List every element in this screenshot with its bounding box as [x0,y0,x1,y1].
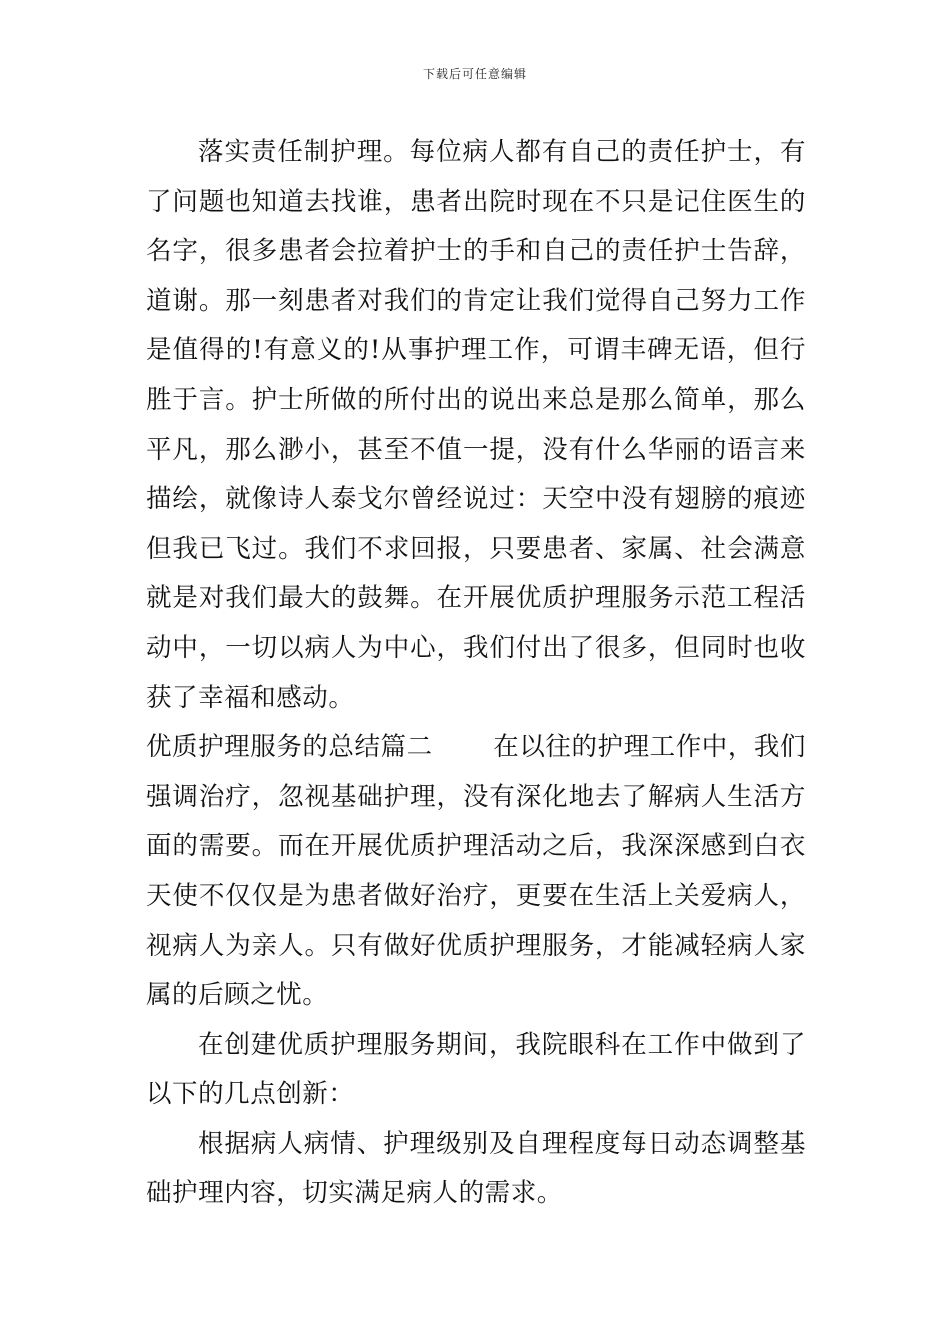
section-title: 优质护理服务的总结篇二 [146,732,433,763]
paragraph-1: 落实责任制护理。每位病人都有自己的责任护士，有了问题也知道去找谁，患者出院时现在不只是记住医生的名字，很多患者会拉着护士的手和自己的责任护士告辞，道谢。那一刻患者对我们的肯定让我们觉得自己努力工作是值得的!有意义的!从事护理工作，可谓丰碑无语，但行胜于言。护士所做的所付出的说出来总是那么简单，那么平凡，那么渺小，甚至不值一提，没有什么华丽的语言来描绘，就像诗人泰戈尔曾经说过：天空中没有翅膀的痕迹但我已飞过。我们不求回报，只要患者、家属、社会满意就是对我们最大的鼓舞。在开展优质护理服务示范工程活动中，一切以病人为中心，我们付出了很多，但同时也收获了幸福和感动。 [146,137,806,713]
paragraph-4: 根据病人病情、护理级别及自理程度每日动态调整基础护理内容，切实满足病人的需求。 [146,1128,806,1209]
section-paragraph [146,723,806,1021]
header-note: 下载后可任意编辑 [422,67,527,81]
paragraph-2: 在以往的护理工作中，我们强调治疗，忽视基础护理，没有深化地去了解病人生活方面的需要。而在开展优质护理活动之后，我深深感到白衣天使不仅仅是为患者做好治疗，更要在生活上关爱病人，视病人为亲人。只有做好优质护理服务，才能减轻病人家属的后顾之忧。 [146,732,806,1011]
paragraph-3: 在创建优质护理服务期间，我院眼科在工作中做到了以下的几点创新： [146,1029,806,1110]
document-body [146,128,806,1219]
